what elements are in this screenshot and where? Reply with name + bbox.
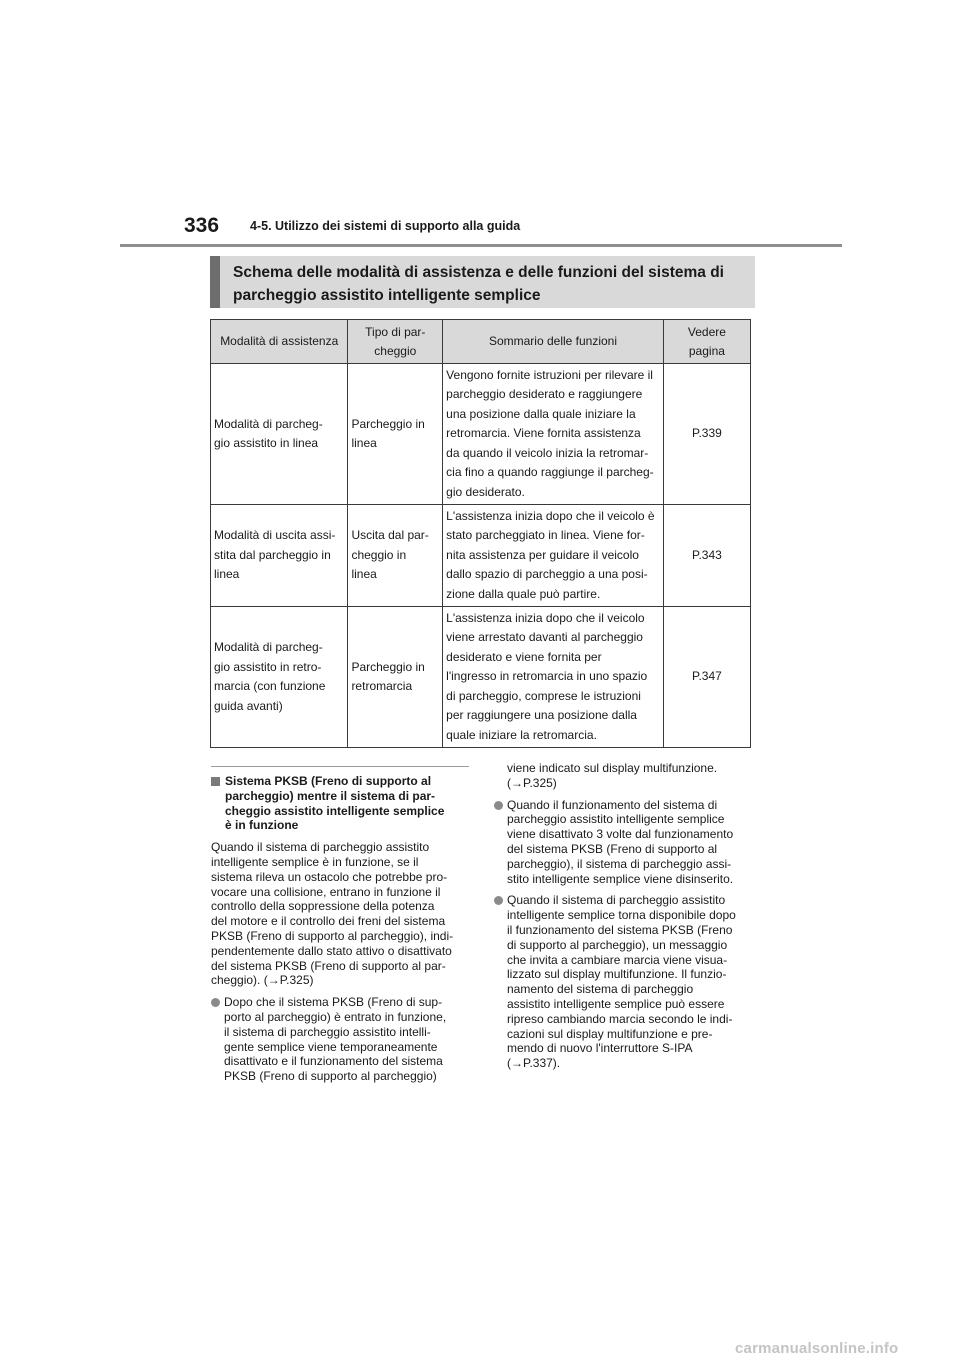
cell-page-ref: P.347 (663, 607, 750, 748)
cell-line: stato parcheggiato in linea. Viene for- (446, 528, 645, 543)
text-line: è in funzione (225, 818, 299, 833)
cell-line: cia fino a quando raggiunge il parcheg- (446, 465, 654, 480)
cell-mode (211, 505, 348, 607)
text-line: cheggio). (→P.325) (211, 973, 314, 988)
circle-bullet-icon (494, 801, 503, 810)
circle-bullet-icon (494, 896, 503, 905)
cell-line: quale iniziare la retromarcia. (446, 727, 597, 742)
text-line: pendentemente dallo stato attivo o disattivato (211, 943, 452, 958)
cell-line: Modalità di parcheg- (214, 416, 323, 431)
cell-summary (443, 505, 664, 607)
text-line: intelligente semplice è in funzione, se il (211, 854, 419, 869)
text-line: stito intelligente semplice viene disinserito. (507, 871, 734, 886)
cell-line: L'assistenza inizia dopo che il veicolo è (446, 508, 655, 523)
text-line: del sistema PKSB (Freno di supporto al par- (211, 958, 446, 973)
page-number: 336 (184, 214, 220, 237)
cell-line: gio assistito in retro- (214, 659, 322, 674)
cell-line: stita dal parcheggio in (214, 547, 331, 562)
cell-mode (211, 607, 348, 748)
text-line: di supporto al parcheggio), un messaggio (507, 937, 728, 952)
text-line: PKSB (Freno di supporto al parcheggio), indi- (211, 928, 454, 943)
table-header-row (211, 320, 751, 364)
cell-line: nita assistenza per guidare il veicolo (446, 547, 639, 562)
cell-line: una posizione dalla quale iniziare la (446, 406, 636, 421)
table-row (211, 607, 751, 748)
assistance-modes-table (210, 319, 751, 748)
cell-line: retromarcia. Viene fornita assistenza (446, 426, 641, 441)
cell-summary (443, 607, 664, 748)
running-header: 4-5. Utilizzo dei sistemi di supporto alla guida (250, 219, 521, 233)
header-line: Tipo di par- (365, 324, 426, 339)
text-line: che invita a cambiare marcia viene visua- (507, 952, 728, 967)
cell-line: per raggiungere una posizione dalla (446, 708, 637, 723)
cell-type (348, 364, 443, 505)
text-line: PKSB (Freno di supporto al parcheggio) (224, 1069, 437, 1084)
cell-line: gio assistito in linea (214, 436, 319, 450)
square-bullet-icon (211, 777, 220, 786)
text-line: viene disattivato 3 volte dal funzionamento (507, 827, 734, 842)
header-line: Vedere (687, 324, 726, 339)
header-mode: Modalità di assistenza (211, 320, 348, 364)
cell-line: linea (214, 567, 240, 582)
text-line: vocare una collisione, entrano in funzione il (211, 884, 441, 899)
cell-line: gio desiderato. (446, 484, 525, 499)
cell-line: dallo spazio di parcheggio a una posi- (446, 567, 648, 582)
text-line: Dopo che il sistema PKSB (Freno di sup- (224, 995, 443, 1010)
text-line: (→P.325) (507, 775, 557, 790)
header-line: cheggio (374, 343, 417, 358)
cell-page-ref: P.343 (663, 505, 750, 607)
cell-line: parcheggio desiderato e raggiungere (446, 387, 643, 402)
header-parking-type (348, 320, 443, 364)
bullet-continuation (494, 761, 752, 791)
text-line: parcheggio assistito intelligente semplice (507, 812, 725, 827)
cell-line: desiderato e viene fornita per (446, 649, 602, 664)
table-row (211, 505, 751, 607)
cell-type (348, 505, 443, 607)
cell-mode (211, 364, 348, 505)
cell-line: l'ingresso in retromarcia in uno spazio (446, 669, 648, 684)
cell-type (348, 607, 443, 748)
text-line: Sistema PKSB (Freno di supporto al (225, 774, 432, 788)
header-rule (120, 244, 842, 247)
cell-line: Vengono fornite istruzioni per rilevare il (446, 367, 653, 382)
header-line: pagina (688, 343, 725, 358)
cell-line: zione dalla quale può partire. (446, 586, 601, 601)
cell-line: viene arrestato davanti al parcheggio (446, 630, 643, 645)
cell-line: Parcheggio in (351, 416, 425, 431)
text-line: intelligente semplice torna disponibile dopo (507, 908, 736, 923)
text-line: mendo di nuovo l'interruttore S-IPA (507, 1041, 693, 1056)
cell-line: da quando il veicolo inizia la retromar- (446, 445, 649, 460)
text-line: parcheggio) mentre il sistema di par- (225, 788, 436, 803)
cell-line: Uscita dal par- (351, 528, 429, 543)
cell-page-ref: P.339 (663, 364, 750, 505)
cell-line: cheggio in (351, 547, 407, 562)
text-line: il sistema di parcheggio assistito intelli- (224, 1024, 431, 1039)
text-line: lizzato sul display multifunzione. Il funzio- (507, 967, 727, 982)
text-line: (→P.337). (507, 1056, 561, 1071)
section-title-line: parcheggio assistito intelligente semplice (233, 287, 541, 304)
cell-summary (443, 364, 664, 505)
text-line: assistito intelligente semplice può essere (507, 996, 725, 1011)
text-line: Quando il funzionamento del sistema di (507, 797, 718, 812)
text-line: gente semplice viene temporaneamente (224, 1039, 438, 1054)
cell-line: linea (351, 436, 377, 450)
bullet-item (494, 893, 752, 1071)
bullet-item (211, 995, 469, 1084)
text-line: ripreso cambiando marcia secondo le indi- (507, 1011, 733, 1026)
text-line: disattivato e il funzionamento del sistema (224, 1054, 443, 1069)
right-column (494, 761, 752, 1078)
pksb-paragraph (211, 840, 469, 988)
pksb-subheading (211, 774, 469, 833)
text-line: controllo della soppressione della potenza (211, 899, 435, 914)
text-line: cazioni sul display multifunzione e pre- (507, 1026, 713, 1041)
watermark: carmanualsonline.info (735, 1340, 899, 1357)
cell-line: retromarcia (351, 679, 413, 693)
cell-line: L'assistenza inizia dopo che il veicolo (446, 610, 645, 625)
text-line: il funzionamento del sistema PKSB (Freno (507, 922, 733, 937)
cell-line: Modalità di parcheg- (214, 640, 323, 654)
cell-line: Parcheggio in (351, 659, 425, 674)
text-line: Quando il sistema di parcheggio assistito (211, 840, 430, 855)
text-line: parcheggio), il sistema di parcheggio assi- (507, 856, 732, 871)
section-title (210, 256, 755, 308)
text-line: cheggio assistito intelligente semplice (225, 803, 445, 818)
text-line: porto al parcheggio) è entrato in funzione, (224, 1009, 447, 1024)
header-see-page (663, 320, 750, 364)
cell-line: linea (351, 567, 377, 582)
text-line: namento del sistema di parcheggio (507, 982, 694, 997)
column-rule (211, 766, 469, 767)
cell-line: marcia (con funzione (214, 679, 326, 693)
text-line: sistema rileva un ostacolo che potrebbe pro- (211, 869, 448, 884)
text-line: viene indicato sul display multifunzione. (507, 761, 718, 775)
cell-line: Modalità di uscita assi- (214, 528, 336, 543)
text-line: Quando il sistema di parcheggio assistito (507, 893, 726, 908)
table-row (211, 364, 751, 505)
cell-line: di parcheggio, comprese le istruzioni (446, 688, 641, 703)
section-title-line: Schema delle modalità di assistenza e delle funzioni del sistema di (233, 264, 724, 281)
header-summary: Sommario delle funzioni (443, 320, 664, 364)
circle-bullet-icon (211, 998, 220, 1007)
left-column (211, 766, 469, 1091)
text-line: del motore e il controllo dei freni del sistema (211, 914, 446, 929)
cell-line: guida avanti) (214, 698, 283, 713)
bullet-item (494, 798, 752, 887)
text-line: del sistema PKSB (Freno di supporto al (507, 841, 718, 856)
